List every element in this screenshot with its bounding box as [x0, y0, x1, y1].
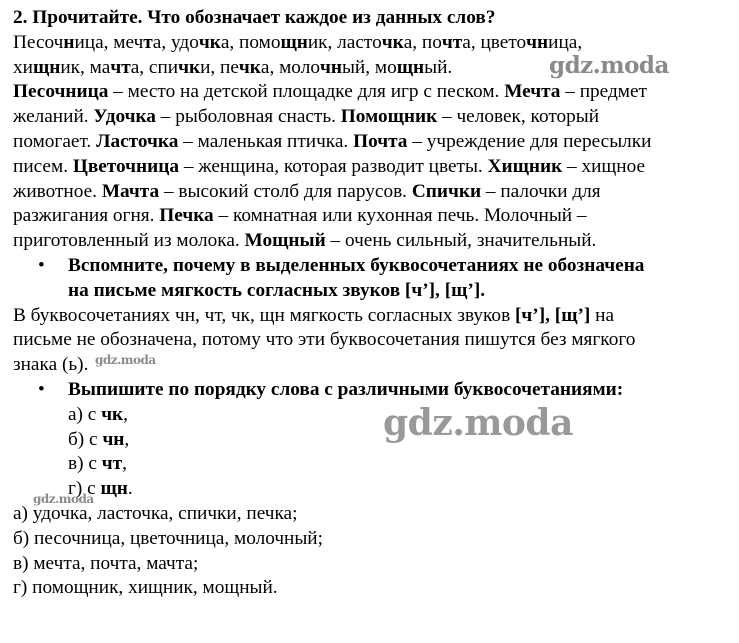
- text: – хищное: [562, 155, 646, 177]
- highlight: н: [63, 31, 75, 53]
- text: ый.: [424, 56, 453, 78]
- answer-d: г) помощник, хищник, мощный.: [13, 577, 278, 599]
- text: на: [590, 304, 615, 326]
- text: ица,: [548, 31, 583, 53]
- bullet-question-2: [13, 378, 733, 403]
- question-text: Вспомните, почему в выделенных буквосочетаниях не обозначена: [68, 254, 645, 276]
- answer-line-1: [13, 304, 733, 329]
- text: а, по: [403, 31, 442, 53]
- term: Удочка: [93, 106, 156, 128]
- term: Печка: [159, 205, 214, 227]
- text: помогает.: [13, 130, 97, 152]
- list-item: [13, 477, 733, 502]
- text: Песоч: [13, 31, 64, 53]
- definition-line-6: [13, 204, 733, 229]
- task-number: 2.: [13, 7, 28, 28]
- text: приготовленный из молока.: [13, 230, 245, 252]
- answer-line-3: знака (ь).: [13, 354, 89, 376]
- watermark: gdz.moda: [33, 492, 94, 506]
- term: Спички: [411, 180, 482, 202]
- highlight: чт: [110, 56, 131, 78]
- bullet-icon: •: [38, 254, 45, 276]
- text: хи: [13, 56, 33, 78]
- text: – комнатная или кухонная печь. Молочный –: [213, 205, 587, 227]
- term: Мечта: [504, 81, 561, 103]
- highlight: чк: [101, 403, 124, 425]
- highlight: чн: [526, 31, 549, 53]
- text: – место на детской площадке для игр с песком.: [108, 81, 505, 103]
- text: а, цвето: [462, 31, 527, 53]
- answer-line-2: письме не обозначена, потому что эти буквосочетания пишутся без мягкого: [13, 329, 636, 351]
- text: ик, ласто: [307, 31, 382, 53]
- highlight: чт: [101, 453, 123, 475]
- term: Почта: [353, 130, 408, 152]
- text: а, спи: [130, 56, 179, 78]
- bullet-icon: •: [38, 378, 45, 400]
- list-item: [13, 428, 733, 453]
- highlight: чн: [319, 56, 342, 78]
- term: Мощный: [244, 230, 326, 252]
- task-question: Прочитайте. Что обозначает каждое из данных слов?: [32, 7, 496, 28]
- definition-line-7: [13, 229, 733, 254]
- definition-line-1: [13, 80, 733, 105]
- highlight: щн: [100, 478, 128, 500]
- text: ица, меч: [74, 31, 144, 53]
- question-text: на письме мягкость согласных звуков [ч’], [щ’].: [68, 279, 486, 301]
- text: – человек, который: [437, 106, 600, 128]
- highlight: т: [143, 31, 153, 53]
- highlight: чк: [381, 31, 404, 53]
- term: Хищник: [487, 155, 563, 177]
- highlight: щн: [32, 56, 61, 78]
- bullet-question-1: [13, 254, 733, 279]
- answer-b: б) песочница, цветочница, молочный;: [13, 527, 323, 549]
- answer-a: а) удочка, ласточка, спички, печка;: [13, 502, 298, 524]
- watermark: gdz.moda: [383, 402, 573, 444]
- highlight: чн: [102, 428, 125, 450]
- answer-c: в) мечта, почта, мачта;: [13, 552, 199, 574]
- question-text: Выпишите по порядку слова с различными буквосочетаниями:: [68, 378, 624, 400]
- text: а, моло: [260, 56, 320, 78]
- text: ,: [123, 403, 128, 425]
- text: желаний.: [13, 106, 94, 128]
- highlight: чк: [178, 56, 201, 78]
- list-item: [13, 403, 733, 428]
- term: Помощник: [340, 106, 438, 128]
- text: .: [127, 478, 133, 500]
- text: – маленькая птичка.: [178, 130, 354, 152]
- highlight: чк: [198, 31, 221, 53]
- term: Цветочница: [72, 155, 180, 177]
- text: г) с: [68, 478, 101, 500]
- text: ,: [122, 453, 127, 475]
- text: писем.: [13, 155, 73, 177]
- text: – высокий столб для парусов.: [159, 180, 412, 202]
- text: – предмет: [560, 81, 647, 103]
- task-title: [13, 6, 733, 31]
- sounds: [ч’], [щ’]: [515, 304, 591, 326]
- definition-line-4: [13, 155, 733, 180]
- text: разжигания огня.: [13, 205, 160, 227]
- text: в) с: [68, 453, 102, 475]
- term: Песочница: [13, 81, 109, 103]
- highlight: щн: [280, 31, 308, 53]
- term: Ласточка: [96, 130, 179, 152]
- term: Мачта: [101, 180, 160, 202]
- text: – учреждение для пересылки: [407, 130, 652, 152]
- text: – женщина, которая разводит цветы.: [179, 155, 488, 177]
- text: – рыболовная снасть.: [155, 106, 341, 128]
- text: ик, ма: [60, 56, 111, 78]
- text: – палочки для: [481, 180, 601, 202]
- text: а, помо: [220, 31, 281, 53]
- text: б) с: [68, 428, 103, 450]
- exercise: [13, 6, 733, 601]
- watermark: gdz.moda: [549, 52, 669, 79]
- watermark: gdz.moda: [95, 353, 156, 367]
- text: В буквосочетаниях чн, чт, чк, щн мягкость согласных звуков: [13, 304, 515, 326]
- highlight: чт: [441, 31, 463, 53]
- bullet-question-1-cont: [13, 279, 733, 304]
- text: животное.: [13, 180, 102, 202]
- text: ,: [124, 428, 130, 450]
- text: – очень сильный, значительный.: [325, 230, 597, 252]
- text: и, пе: [200, 56, 239, 78]
- highlight: чк: [238, 56, 261, 78]
- highlight: щн: [396, 56, 425, 78]
- definition-line-5: [13, 180, 733, 205]
- definition-line-2: [13, 105, 733, 130]
- text: а) с: [68, 403, 102, 425]
- text: а, удо: [152, 31, 199, 53]
- list-item: [13, 452, 733, 477]
- definition-line-3: [13, 130, 733, 155]
- text: ый, мо: [341, 56, 397, 78]
